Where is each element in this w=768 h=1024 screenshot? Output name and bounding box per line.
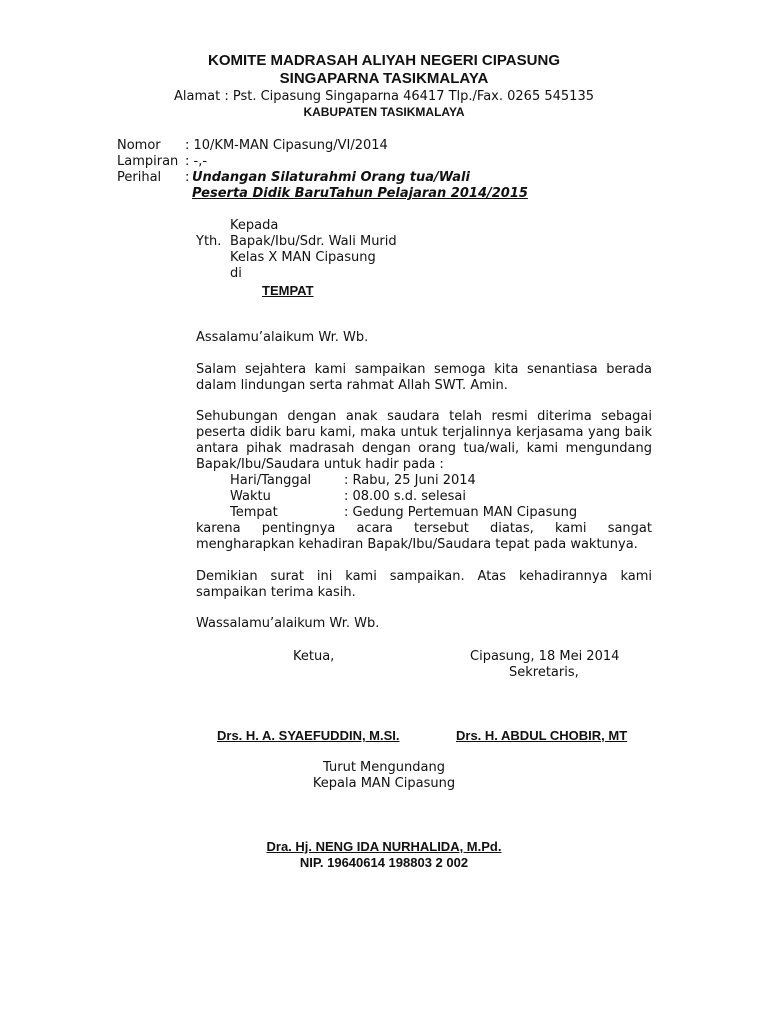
place-date: Cipasung, 18 Mei 2014 xyxy=(470,649,620,664)
perihal-label: Perihal xyxy=(117,170,162,185)
schedule-label-place: Tempat xyxy=(230,505,278,520)
kepala-nip: NIP. 19640614 198803 2 002 xyxy=(299,855,469,870)
greeting: Assalamu’alaikum Wr. Wb. xyxy=(196,330,369,345)
closing: Wassalamu’alaikum Wr. Wb. xyxy=(196,616,380,631)
schedule-value-time: : 08.00 s.d. selesai xyxy=(344,489,467,504)
schedule-value-place: : Gedung Pertemuan MAN Cipasung xyxy=(344,505,578,520)
perihal-line1: Undangan Silaturahmi Orang tua/Wali xyxy=(192,170,470,185)
schedule-label-date: Hari/Tanggal xyxy=(230,473,312,488)
schedule-label-time: Waktu xyxy=(230,489,271,504)
nomor-label: Nomor xyxy=(117,138,161,153)
schedule-value-date: : Rabu, 25 Juni 2014 xyxy=(344,473,476,488)
recipient-yth: Yth. xyxy=(196,234,222,249)
paragraph-3: karena pentingnya acara tersebut diatas, kami sangat mengharapkan kehadiran Bapak/Ibu/Saudara tepat pada waktunya. xyxy=(196,521,652,552)
paragraph-4: Demikian surat ini kami sampaikan. Atas kehadirannya kami sampaikan terima kasih. xyxy=(196,569,652,600)
turut-mengundang: Turut Mengundang xyxy=(323,760,445,775)
perihal-colon: : xyxy=(185,170,190,185)
lampiran-label: Lampiran xyxy=(117,154,179,169)
recipient-line1: Bapak/Ibu/Sdr. Wali Murid xyxy=(230,234,397,249)
sekretaris-label: Sekretaris, xyxy=(509,665,579,680)
letterhead-title: KOMITE MADRASAH ALIYAH NEGERI CIPASUNG xyxy=(208,52,560,69)
perihal-line2: Peserta Didik BaruTahun Pelajaran 2014/2015 xyxy=(192,186,528,201)
letterhead-regency: KABUPATEN TASIKMALAYA xyxy=(303,105,465,119)
paragraph-1: Salam sejahtera kami sampaikan semoga kita senantiasa berada dalam lindungan serta rahmat Allah SWT. Amin. xyxy=(196,362,652,393)
recipient-tempat: TEMPAT xyxy=(262,283,314,298)
recipient-line2: Kelas X MAN Cipasung xyxy=(230,250,376,265)
lampiran-value: : -,- xyxy=(185,154,208,169)
sekretaris-name: Drs. H. ABDUL CHOBIR, MT xyxy=(456,728,628,743)
letterhead-subtitle: SINGAPARNA TASIKMALAYA xyxy=(279,70,489,87)
kepala-label: Kepala MAN Cipasung xyxy=(312,776,456,791)
recipient-di: di xyxy=(230,266,242,281)
paragraph-2: Sehubungan dengan anak saudara telah resmi diterima sebagai peserta didik baru kami, maka untuk terjalinnya kerjasama yang baik antara pihak madrasah dengan orang tua/wali, kami mengundang Bapak/Ibu/Saudara untuk hadir pada : xyxy=(196,409,652,472)
ketua-name: Drs. H. A. SYAEFUDDIN, M.SI. xyxy=(217,728,400,743)
kepala-name: Dra. Hj. NENG IDA NURHALIDA, M.Pd. xyxy=(266,839,502,854)
recipient-kepada: Kepada xyxy=(230,218,279,233)
nomor-value: : 10/KM-MAN Cipasung/VI/2014 xyxy=(185,138,388,153)
ketua-label: Ketua, xyxy=(293,649,335,664)
letterhead-address: Alamat : Pst. Cipasung Singaparna 46417 Tlp./Fax. 0265 545135 xyxy=(174,89,594,104)
